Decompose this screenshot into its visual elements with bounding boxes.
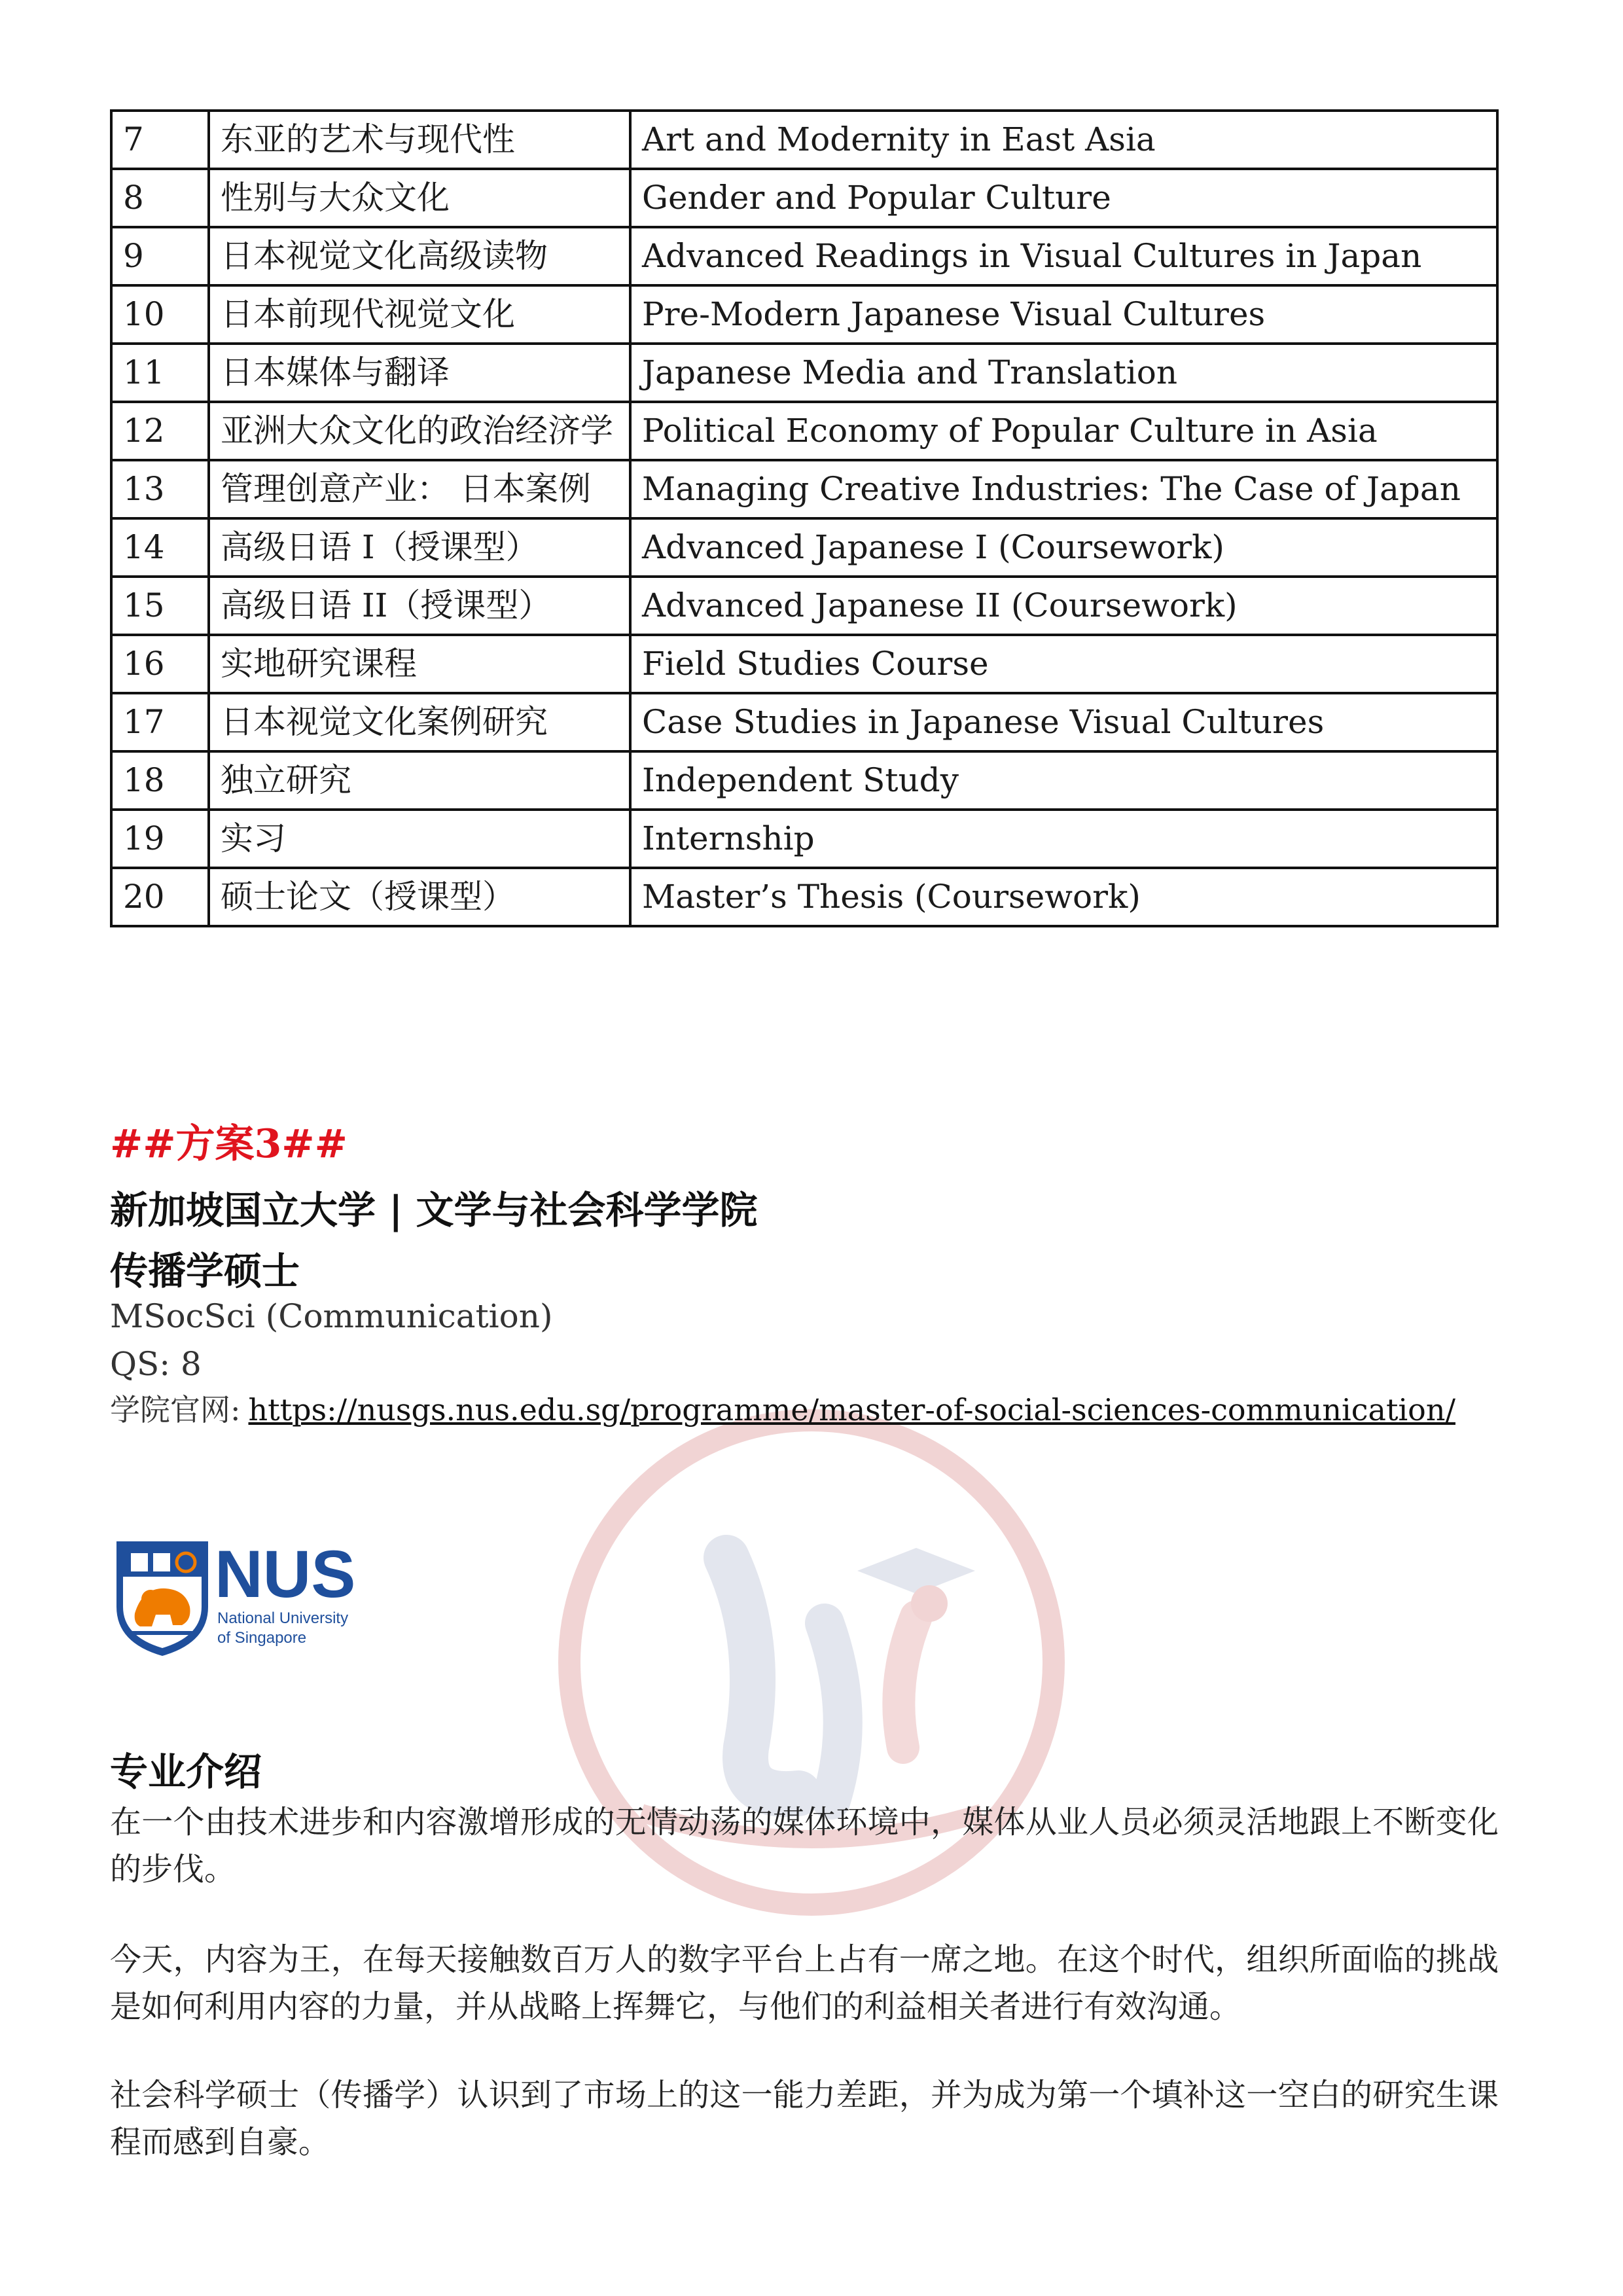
course-name-en: Case Studies in Japanese Visual Cultures — [630, 693, 1497, 751]
table-row — [111, 344, 1497, 402]
course-name-en: Master’s Thesis (Coursework) — [630, 868, 1497, 926]
course-name-cn: 高级日语 II（授课型） — [209, 577, 630, 635]
course-number: 8 — [111, 169, 209, 227]
course-name-en: Japanese Media and Translation — [630, 344, 1497, 402]
course-name-en: Advanced Japanese II (Coursework) — [630, 577, 1497, 635]
course-number: 16 — [111, 635, 209, 693]
course-number: 7 — [111, 111, 209, 169]
course-name-cn: 日本视觉文化案例研究 — [209, 693, 630, 751]
course-name-en: Managing Creative Industries: The Case of Japan — [630, 460, 1497, 518]
course-number: 14 — [111, 518, 209, 577]
course-name-en: Gender and Popular Culture — [630, 169, 1497, 227]
table-row — [111, 111, 1497, 169]
website-link[interactable]: https://nusgs.nus.edu.sg/programme/master-of-social-sciences-communication/ — [248, 1392, 1455, 1427]
course-name-en: Pre-Modern Japanese Visual Cultures — [630, 285, 1497, 344]
intro-title: 专业介绍 — [110, 1749, 262, 1794]
course-name-cn: 亚洲大众文化的政治经济学 — [209, 402, 630, 460]
course-name-cn: 日本前现代视觉文化 — [209, 285, 630, 344]
table-row — [111, 460, 1497, 518]
course-name-en: Advanced Readings in Visual Cultures in Japan — [630, 227, 1497, 285]
course-name-cn: 独立研究 — [209, 751, 630, 810]
course-number: 9 — [111, 227, 209, 285]
course-number: 11 — [111, 344, 209, 402]
school-name: 新加坡国立大学 | 文学与社会科学学院 — [110, 1188, 758, 1232]
course-name-cn: 实地研究课程 — [209, 635, 630, 693]
table-row — [111, 693, 1497, 751]
course-number: 20 — [111, 868, 209, 926]
course-name-en: Internship — [630, 810, 1497, 868]
course-name-cn: 日本视觉文化高级读物 — [209, 227, 630, 285]
table-row — [111, 285, 1497, 344]
table-row — [111, 518, 1497, 577]
table-row — [111, 868, 1497, 926]
course-name-en: Advanced Japanese I (Coursework) — [630, 518, 1497, 577]
degree-title: 传播学硕士 — [110, 1249, 300, 1293]
course-number: 17 — [111, 693, 209, 751]
course-number: 15 — [111, 577, 209, 635]
course-number: 18 — [111, 751, 209, 810]
website-row — [110, 1386, 1455, 1429]
course-name-en: Independent Study — [630, 751, 1497, 810]
course-number: 10 — [111, 285, 209, 344]
course-name-cn: 东亚的艺术与现代性 — [209, 111, 630, 169]
course-name-en: Art and Modernity in East Asia — [630, 111, 1497, 169]
course-name-cn: 管理创意产业： 日本案例 — [209, 460, 630, 518]
course-number: 19 — [111, 810, 209, 868]
course-name-cn: 高级日语 I（授课型） — [209, 518, 630, 577]
table-row — [111, 577, 1497, 635]
course-name-cn: 实习 — [209, 810, 630, 868]
course-table — [110, 109, 1499, 927]
nus-logo-icon — [110, 1515, 385, 1666]
course-number: 12 — [111, 402, 209, 460]
intro-paragraph-3: 社会科学硕士（传播学）认识到了市场上的这一能力差距，并为成为第一个填补这一空白的研究生课程而感到自豪。 — [110, 2077, 1499, 2161]
qs-ranking: QS: 8 — [110, 1345, 202, 1383]
table-row — [111, 635, 1497, 693]
table-row — [111, 169, 1497, 227]
course-name-en: Field Studies Course — [630, 635, 1497, 693]
course-name-cn: 性别与大众文化 — [209, 169, 630, 227]
degree-english-name: MSocSci (Communication) — [110, 1297, 553, 1335]
course-name-en: Political Economy of Popular Culture in Asia — [630, 402, 1497, 460]
table-row — [111, 810, 1497, 868]
intro-paragraph-1: 在一个由技术进步和内容激增形成的无情动荡的媒体环境中，媒体从业人员必须灵活地跟上不断变化的步伐。 — [110, 1804, 1499, 1888]
logo-line-2: of Singapore — [217, 1629, 307, 1647]
course-name-cn: 硕士论文（授课型） — [209, 868, 630, 926]
logo-line-1: National University — [217, 1609, 349, 1627]
table-row — [111, 751, 1497, 810]
website-label: 学院官网: — [110, 1392, 241, 1427]
logo-abbr: NUS — [215, 1537, 356, 1611]
table-row — [111, 402, 1497, 460]
table-row — [111, 227, 1497, 285]
intro-paragraph-2: 今天，内容为王，在每天接触数百万人的数字平台上占有一席之地。在这个时代，组织所面临的挑战是如何利用内容的力量，并从战略上挥舞它，与他们的利益相关者进行有效沟通。 — [110, 1941, 1499, 2025]
course-name-cn: 日本媒体与翻译 — [209, 344, 630, 402]
course-number: 13 — [111, 460, 209, 518]
plan-tag: ##方案3## — [110, 1121, 348, 1167]
